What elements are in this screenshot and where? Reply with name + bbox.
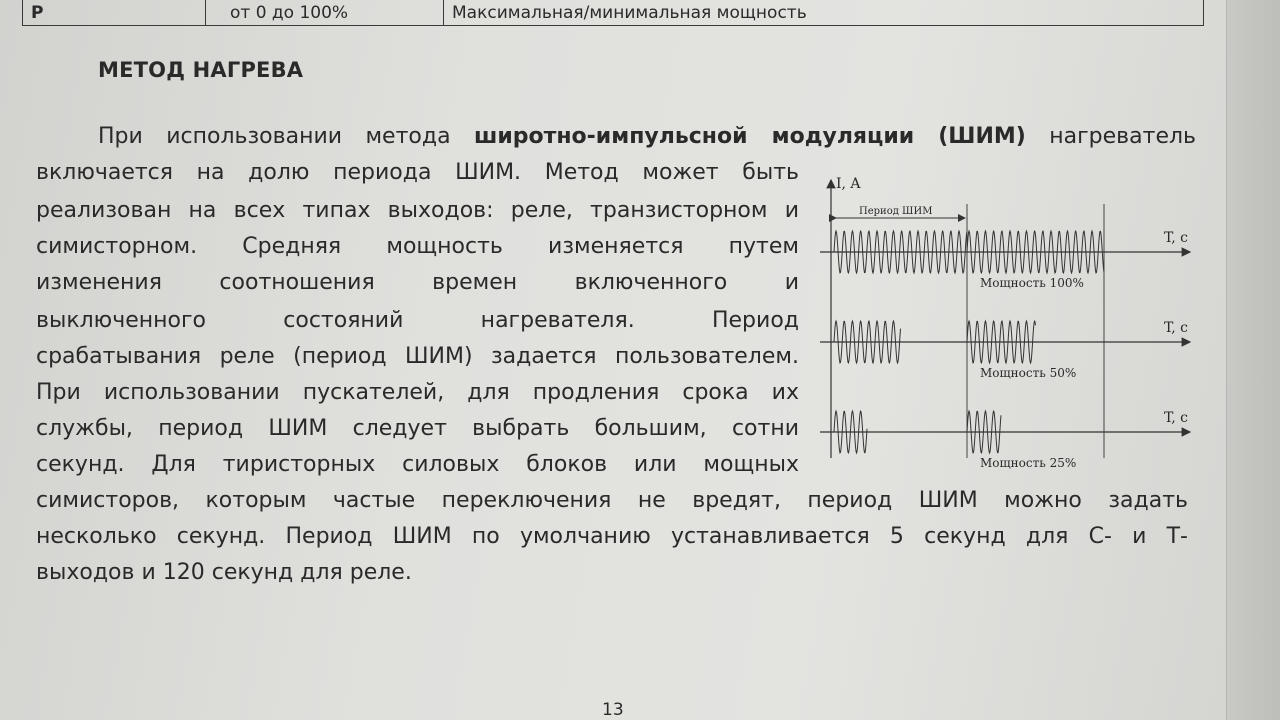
paragraph-line-10: секунд. Для тиристорных силовых блоков или мощных bbox=[36, 452, 799, 477]
table-cell-param: P bbox=[23, 0, 206, 25]
page-number: 13 bbox=[602, 700, 624, 720]
paragraph-line-2: включается на долю периода ШИМ. Метод может быть bbox=[36, 160, 799, 185]
trace-caption: Мощность 25% bbox=[980, 456, 1077, 470]
trace-caption: Мощность 100% bbox=[980, 276, 1084, 290]
paragraph-line-11: симисторов, которым частые переключения не вредят, период ШИМ можно задать bbox=[36, 488, 1188, 513]
paragraph-line-9: службы, период ШИМ следует выбрать большим, сотни bbox=[36, 416, 799, 441]
line1-text-before: При использовании метода bbox=[98, 124, 474, 149]
pwm-pulse-diagram bbox=[812, 168, 1198, 480]
section-heading: МЕТОД НАГРЕВА bbox=[98, 58, 304, 82]
paragraph-line-3: реализован на всех типах выходов: реле, транзисторном и bbox=[36, 198, 799, 223]
parameter-table-row bbox=[22, 0, 1204, 26]
paragraph-line-7: срабатывания реле (период ШИМ) задается пользователем. bbox=[36, 344, 799, 369]
time-axis-label: T, c bbox=[1164, 320, 1189, 336]
table-cell-description: Максимальная/минимальная мощность bbox=[452, 3, 807, 23]
paragraph-line-8: При использовании пускателей, для продления срока их bbox=[36, 380, 799, 405]
paragraph-line-5: изменения соотношения времен включенного и bbox=[36, 270, 799, 295]
time-axis-label: T, c bbox=[1164, 410, 1189, 426]
line1-text-after: нагреватель bbox=[1025, 124, 1197, 149]
line1-bold-term: широтно-импульсной модуляции (ШИМ) bbox=[473, 124, 1026, 149]
paragraph-line-1 bbox=[98, 122, 1196, 152]
paragraph-line-4: симисторном. Средняя мощность изменяется путем bbox=[36, 234, 799, 259]
paragraph-line-12: несколько секунд. Период ШИМ по умолчанию устанавливается 5 секунд для С- и Т- bbox=[36, 524, 1188, 549]
y-axis-label: I, A bbox=[836, 176, 861, 192]
page-edge bbox=[1226, 0, 1280, 720]
trace-caption: Мощность 50% bbox=[980, 366, 1077, 380]
period-label: Период ШИМ bbox=[859, 206, 933, 217]
time-axis-label: T, c bbox=[1164, 230, 1189, 246]
table-cell-range: от 0 до 100% bbox=[206, 0, 444, 25]
paragraph-line-13: выходов и 120 секунд для реле. bbox=[36, 560, 412, 585]
paragraph-line-6: выключенного состояний нагревателя. Период bbox=[36, 308, 799, 333]
